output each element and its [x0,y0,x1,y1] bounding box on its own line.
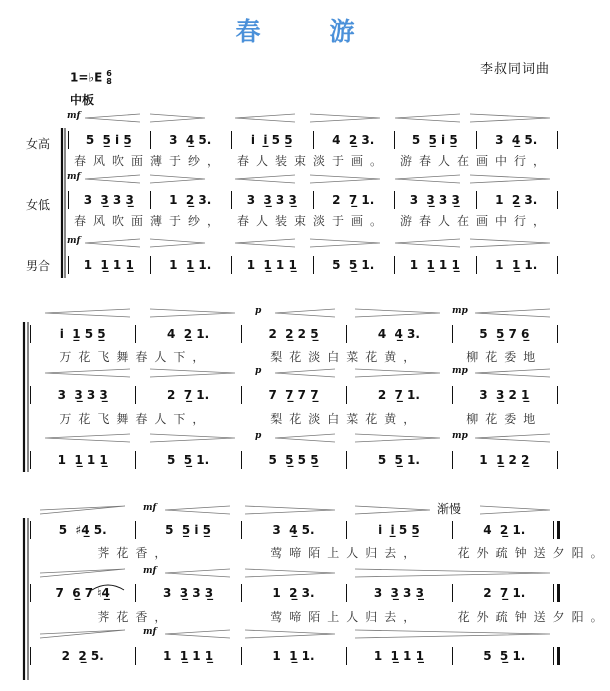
tempo-marking: 中板 [70,93,95,107]
note-measure: 4 2̲ 3. [332,133,375,147]
decrescendo-hairpin [150,369,235,377]
lyric-line: 梨花淡白菜花黄， [270,350,423,364]
note-measure: 5 ♯4̲ 5. [58,523,107,537]
decrescendo-hairpin [40,506,125,514]
note-measure: 1 1̲ 1. [495,258,538,272]
decrescendo-hairpin [150,239,205,247]
decrescendo-hairpin [470,114,550,122]
lyric-line: 柳花委地 [466,412,543,426]
crescendo-hairpin [45,309,130,317]
decrescendo-hairpin [355,309,440,317]
note-measure: 4 2̲ 1. [483,523,526,537]
note-measure: 3 3̲ 3 3̲ [409,193,460,207]
decrescendo-hairpin [470,239,550,247]
note-measure: 3 3̲ 3 3̲ [57,388,108,402]
crescendo-hairpin [235,239,295,247]
dynamic-mp: mp [452,366,468,376]
decrescendo-hairpin [245,630,335,638]
lyric-line: 莺啼陌上人归去， [270,610,423,624]
note-measure: 7 6̲ 7 ♮4̲ [55,586,110,600]
note-measure: i̇ i̲̇ 5 5̲ [250,133,293,147]
note-measure: 5 5̲ i̇ 5̲ [165,523,212,537]
note-measure: 1 1̲ 1 1̲ [57,453,108,467]
dynamic-p: p [255,306,262,316]
dynamic-p: p [255,431,262,441]
page-title: 春 游 [235,17,377,46]
decrescendo-hairpin [355,434,440,442]
decrescendo-hairpin [150,434,235,442]
note-measure: 2 7̲ 1. [167,388,210,402]
note-measure: 5 5̲ 7 6̲ [479,327,530,341]
note-measure: 5 5̲ i̇ 5̲ [411,133,458,147]
crescendo-hairpin [165,506,230,514]
decrescendo-hairpin [355,506,430,514]
lyric-line: 游春人在画中行， [400,154,553,168]
note-measure: i̇ i̲̇ 5 5̲ [378,523,420,537]
lyric-line: 春人装束淡于画。 [237,154,390,168]
note-measure: 3 4̲ 5. [495,133,538,147]
crescendo-hairpin [165,630,230,638]
decrescendo-hairpin [355,369,440,377]
note-measure: 1 1̲ 1 1̲ [373,649,424,663]
crescendo-hairpin [475,309,550,317]
decrescendo-hairpin [40,569,125,577]
dynamic-mf: mf [67,236,81,246]
lyric-line: 荠花香， [97,546,174,560]
note-measure: 3 3̲ 3 3̲ [246,193,297,207]
note-measure: 5 5̲ i̇ 5̲ [85,133,132,147]
decrescendo-hairpin [245,569,335,577]
dynamic-mf: mf [143,503,157,513]
note-measure: 2 2̲ 2 5̲ [268,327,319,341]
decrescendo-hairpin [150,114,205,122]
note-measure: 3 3̲ 3 3̲ [163,586,214,600]
decrescendo-hairpin [40,630,125,638]
crescendo-hairpin [395,239,460,247]
note-measure: 1 1̲ 1 1̲ [246,258,297,272]
lyric-line: 荠花香， [97,610,174,624]
note-measure: 4 2̲ 1. [167,327,210,341]
note-measure: 1 1̲ 1 1̲ [409,258,460,272]
lyric-line: 游春人在画中行， [400,214,553,228]
time-sig-num: 6 [106,69,112,78]
note-measure: 3 3̲ 3 3̲ [373,586,424,600]
note-measure: 1 2̲ 3. [495,193,538,207]
lyric-line: 梨花淡白菜花黄， [270,412,423,426]
note-measure: i̇ 1̲ 5 5̲ [59,327,106,341]
decrescendo-hairpin [355,569,550,577]
ritardando-marking: 渐慢 [437,502,462,516]
note-measure: 5 5̲ 1. [483,649,526,663]
crescendo-hairpin [45,434,130,442]
dynamic-mf: mf [143,627,157,637]
part-label-alto: 女低 [25,198,50,212]
crescendo-hairpin [235,175,295,183]
key-text: 1=♭E [70,70,103,85]
decrescendo-hairpin [355,630,550,638]
crescendo-hairpin [275,369,335,377]
dynamic-mf: mf [143,566,157,576]
lyric-line: 万花飞舞春人下， [59,412,212,426]
decrescendo-hairpin [310,114,380,122]
decrescendo-hairpin [470,175,550,183]
lyric-line: 莺啼陌上人归去， [270,546,423,560]
note-measure: 1 1̲ 1 1̲ [83,258,134,272]
note-measure: 5 5̲ 1. [167,453,210,467]
note-measure: 3 3̲ 3 3̲ [83,193,134,207]
note-measure: 3 4̲ 5. [169,133,212,147]
crescendo-hairpin [475,434,550,442]
decrescendo-hairpin [480,506,550,514]
note-measure: 2 7̲ 1. [483,586,526,600]
crescendo-hairpin [235,114,295,122]
note-measure: 1 1̲ 2 2̲ [479,453,530,467]
crescendo-hairpin [85,175,140,183]
decrescendo-hairpin [310,175,380,183]
note-measure: 1 2̲ 3. [169,193,212,207]
note-measure: 1 1̲ 1 1̲ [163,649,214,663]
note-measure: 2 7̲ 1. [332,193,375,207]
lyric-line: 柳花委地 [466,350,543,364]
composer-credit: 李叔同词曲 [479,62,550,77]
time-sig-den: 8 [106,77,112,86]
note-measure: 7 7̲ 7 7̲ [268,388,319,402]
note-measure: 2 7̲ 1. [377,388,420,402]
crescendo-hairpin [395,114,460,122]
lyric-line: 花外疏钟送夕阳。 [457,610,610,624]
note-measure: 4 4̲ 3. [377,327,420,341]
note-measure: 2 2̲ 5. [61,649,104,663]
dynamic-mp: mp [452,431,468,441]
crescendo-hairpin [275,434,335,442]
decrescendo-hairpin [310,239,380,247]
note-measure: 5 5̲ 1. [377,453,420,467]
lyric-line: 春风吹面薄于纱， [74,154,227,168]
decrescendo-hairpin [245,506,335,514]
dynamic-mf: mf [67,111,81,121]
lyric-line: 花外疏钟送夕阳。 [457,546,610,560]
part-label-male: 男合 [25,259,50,273]
lyric-line: 春风吹面薄于纱， [74,214,227,228]
dynamic-mp: mp [452,306,468,316]
part-label-soprano: 女高 [25,137,50,151]
crescendo-hairpin [45,369,130,377]
dynamic-p: p [255,366,262,376]
slur [92,585,124,590]
decrescendo-hairpin [150,175,205,183]
decrescendo-hairpin [150,309,235,317]
crescendo-hairpin [475,369,550,377]
crescendo-hairpin [395,175,460,183]
lyric-line: 春人装束淡于画。 [237,214,390,228]
crescendo-hairpin [165,569,230,577]
crescendo-hairpin [85,239,140,247]
crescendo-hairpin [275,309,335,317]
note-measure: 3 3̲ 2 1̲ [479,388,530,402]
note-measure: 3 4̲ 5. [272,523,315,537]
note-measure: 1 1̲ 1. [272,649,315,663]
lyric-line: 万花飞舞春人下， [59,350,212,364]
crescendo-hairpin [85,114,140,122]
note-measure: 1 1̲ 1. [169,258,212,272]
note-measure: 5 5̲ 1. [332,258,375,272]
note-measure: 1 2̲ 3. [272,586,315,600]
note-measure: 5 5̲ 5 5̲ [268,453,319,467]
dynamic-mf: mf [67,172,81,182]
